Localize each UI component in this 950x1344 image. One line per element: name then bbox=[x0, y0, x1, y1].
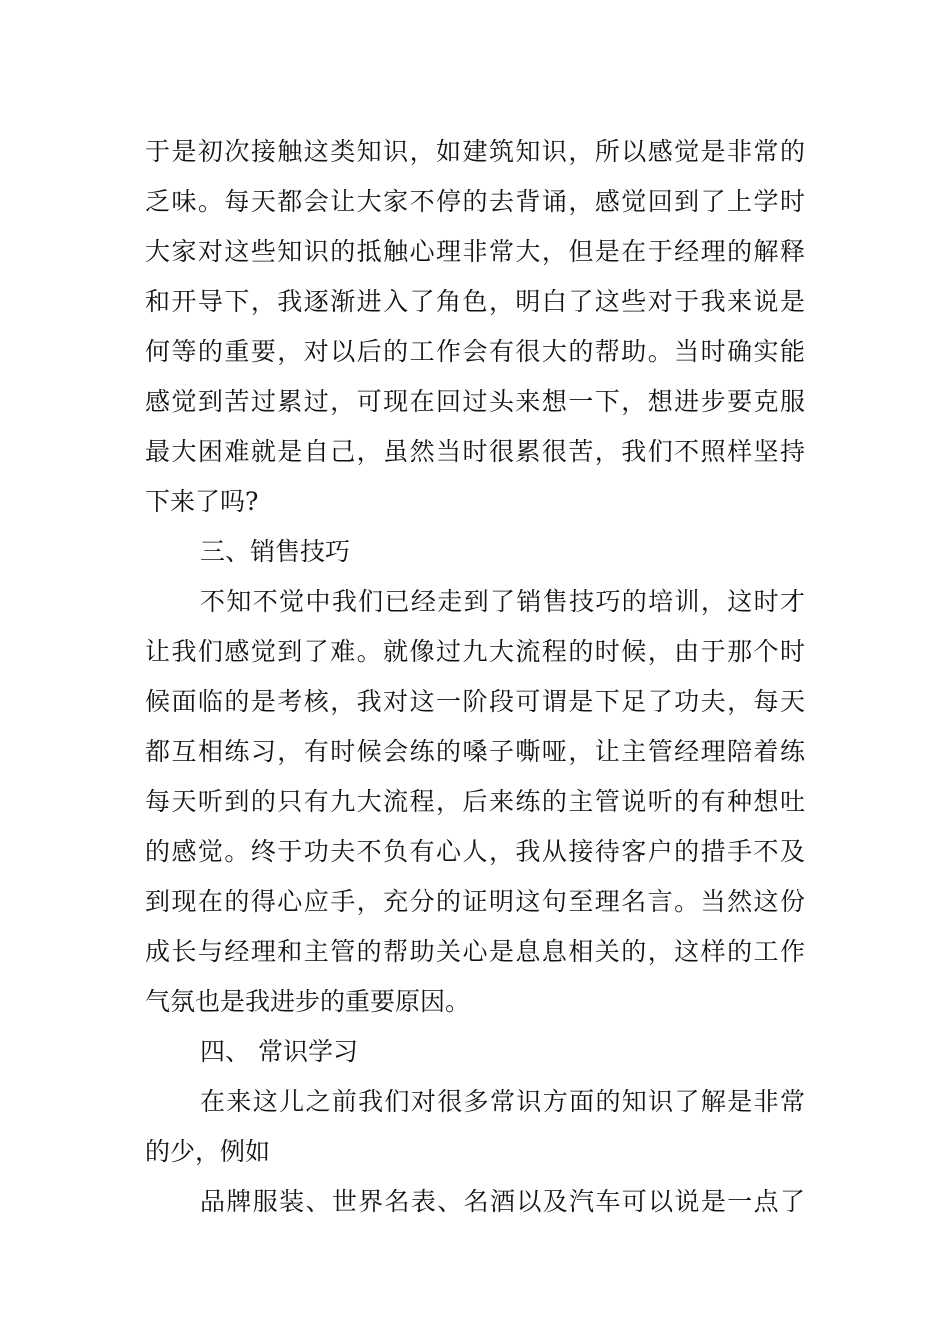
text-line-2: 乏味。每天都会让大家不停的去背诵，感觉回到了上学时 bbox=[145, 187, 805, 216]
section-heading-4: 四、 常识学习 bbox=[200, 1037, 358, 1066]
text-line-8: 下来了吗? bbox=[145, 487, 259, 516]
text-line-11: 让我们感觉到了难。就像过九大流程的时候，由于那个时 bbox=[145, 637, 805, 666]
text-line-13: 都互相练习，有时候会练的嗓子嘶哑，让主管经理陪着练 bbox=[145, 737, 805, 766]
text-line-5: 何等的重要，对以后的工作会有很大的帮助。当时确实能 bbox=[145, 337, 805, 366]
text-line-1: 于是初次接触这类知识，如建筑知识，所以感觉是非常的 bbox=[145, 137, 805, 166]
text-line-10: 不知不觉中我们已经走到了销售技巧的培训，这时才 bbox=[200, 587, 805, 616]
text-line-14: 每天听到的只有九大流程，后来练的主管说听的有种想吐 bbox=[145, 787, 805, 816]
text-line-20: 在来这儿之前我们对很多常识方面的知识了解是非常 bbox=[200, 1087, 805, 1116]
text-line-16: 到现在的得心应手，充分的证明这句至理名言。当然这份 bbox=[145, 887, 805, 916]
text-line-21: 的少，例如 bbox=[145, 1137, 271, 1166]
text-line-22: 品牌服装、世界名表、名酒以及汽车可以说是一点了 bbox=[200, 1187, 805, 1216]
text-line-6: 感觉到苦过累过，可现在回过头来想一下，想进步要克服 bbox=[145, 387, 805, 416]
text-line-3: 大家对这些知识的抵触心理非常大，但是在于经理的解释 bbox=[145, 237, 805, 266]
text-line-18: 气氛也是我进步的重要原因。 bbox=[145, 987, 471, 1016]
text-line-4: 和开导下，我逐渐进入了角色，明白了这些对于我来说是 bbox=[145, 287, 805, 316]
text-line-7: 最大困难就是自己，虽然当时很累很苦，我们不照样坚持 bbox=[145, 437, 805, 466]
section-heading-3: 三、销售技巧 bbox=[200, 537, 351, 566]
text-line-12: 候面临的是考核，我对这一阶段可谓是下足了功夫，每天 bbox=[145, 687, 805, 716]
text-line-15: 的感觉。终于功夫不负有心人，我从接待客户的措手不及 bbox=[145, 837, 805, 866]
text-line-17: 成长与经理和主管的帮助关心是息息相关的，这样的工作 bbox=[145, 937, 805, 966]
